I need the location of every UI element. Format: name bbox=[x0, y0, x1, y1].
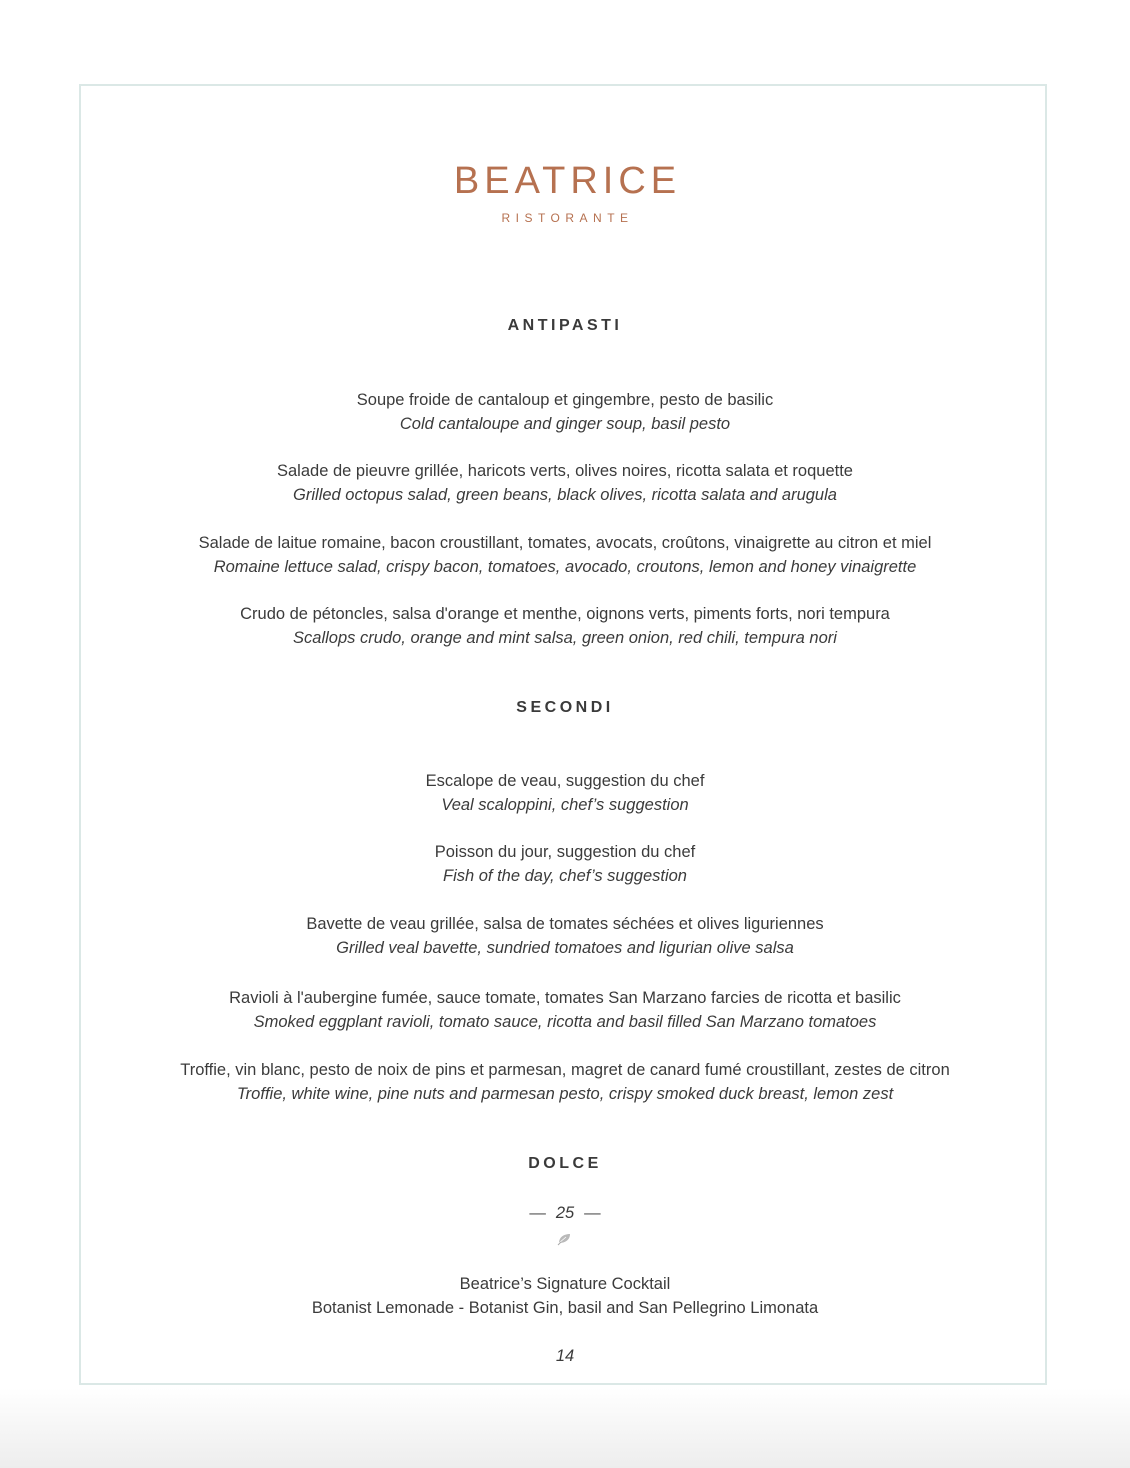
price-line bbox=[81, 1201, 1049, 1225]
logo-name: BEATRICE bbox=[453, 160, 682, 202]
menu-item-english: Cold cantaloupe and ginger soup, basil pesto bbox=[399, 415, 731, 433]
menu-item bbox=[81, 986, 1049, 1034]
leaf-icon bbox=[557, 1232, 573, 1246]
menu-item bbox=[81, 459, 1049, 507]
menu-page bbox=[79, 84, 1047, 1385]
menu-item-english: Grilled octopus salad, green beans, black olives, ricotta salata and arugula bbox=[293, 486, 837, 504]
menu-item-french: Salade de laitue romaine, bacon croustillant, tomates, avocats, croûtons, vinaigrette au citron et miel bbox=[198, 534, 932, 552]
restaurant-logo bbox=[81, 162, 1049, 225]
menu-item-french: Soupe froide de cantaloup et gingembre, pesto de basilic bbox=[356, 391, 774, 409]
menu-item-french: Salade de pieuvre grillée, haricots verts, olives noires, ricotta salata et roquette bbox=[277, 462, 853, 480]
menu-item bbox=[81, 912, 1049, 960]
menu-item-french: Troffie, vin blanc, pesto de noix de pins et parmesan, magret de canard fumé croustillant, zestes de citron bbox=[180, 1061, 950, 1079]
menu-item bbox=[81, 531, 1049, 579]
menu-item-english: Troffie, white wine, pine nuts and parmesan pesto, crispy smoked duck breast, lemon zest bbox=[236, 1085, 894, 1103]
menu-item-english: Fish of the day, chef’s suggestion bbox=[443, 867, 687, 885]
price-dash-right: — bbox=[584, 1204, 601, 1222]
section-title-secondi: SECONDI bbox=[516, 699, 614, 716]
menu-item-english: Romaine lettuce salad, crispy bacon, tomatoes, avocado, croutons, lemon and honey vinaigrette bbox=[213, 558, 917, 576]
menu-item-french: Escalope de veau, suggestion du chef bbox=[425, 772, 705, 790]
menu-item-french: Crudo de pétoncles, salsa d'orange et menthe, oignons verts, piments forts, nori tempura bbox=[240, 605, 890, 623]
signature-cocktail bbox=[81, 1272, 1049, 1320]
menu-item-english: Smoked eggplant ravioli, tomato sauce, ricotta and basil filled San Marzano tomatoes bbox=[253, 1013, 877, 1031]
cocktail-description: Botanist Lemonade - Botanist Gin, basil and San Pellegrino Limonata bbox=[311, 1299, 819, 1317]
menu-item-french: Ravioli à l'aubergine fumée, sauce tomate, tomates San Marzano farcies de ricotta et basilic bbox=[229, 989, 901, 1007]
menu-item bbox=[81, 769, 1049, 817]
cocktail-title: Beatrice’s Signature Cocktail bbox=[459, 1275, 671, 1293]
menu-item-french: Bavette de veau grillée, salsa de tomates séchées et olives liguriennes bbox=[306, 915, 824, 933]
logo-subtitle: RISTORANTE bbox=[501, 211, 634, 225]
menu-item bbox=[81, 840, 1049, 888]
section-title-dolce: DOLCE bbox=[528, 1155, 602, 1172]
menu-item bbox=[81, 1058, 1049, 1106]
price-dash-left: — bbox=[529, 1204, 546, 1222]
menu-item bbox=[81, 602, 1049, 650]
menu-item-english: Veal scaloppini, chef’s suggestion bbox=[441, 796, 689, 814]
menu-item-english: Grilled veal bavette, sundried tomatoes and ligurian olive salsa bbox=[336, 939, 794, 957]
section-title-antipasti: ANTIPASTI bbox=[507, 317, 623, 334]
menu-item-english: Scallops crudo, orange and mint salsa, green onion, red chili, tempura nori bbox=[293, 629, 837, 647]
viewer-background bbox=[0, 1388, 1130, 1468]
page-number: 14 bbox=[555, 1347, 575, 1365]
price-value: 25 bbox=[555, 1204, 575, 1222]
menu-item-french: Poisson du jour, suggestion du chef bbox=[434, 843, 696, 861]
menu-item bbox=[81, 388, 1049, 436]
